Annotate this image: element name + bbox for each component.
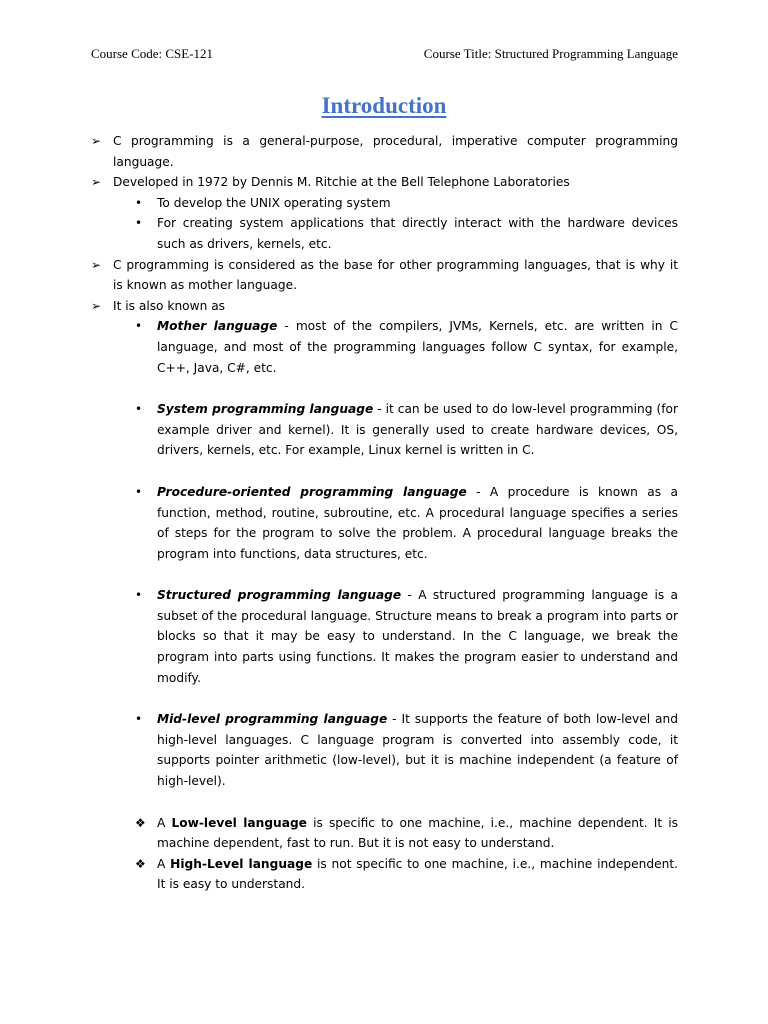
- list-item: • To develop the UNIX operating system: [91, 193, 678, 214]
- term: System programming language: [157, 402, 374, 417]
- term: Structured programming language: [157, 588, 402, 603]
- term: High-Level language: [170, 856, 313, 871]
- list-item: • For creating system applications that directly interact with the hardware devices such as drivers, kernels, etc.: [91, 213, 678, 254]
- known-as-item: • Structured programming language - A structured programming language is a subset of the procedural language. Structure means to break a program into parts or blocks so that it may be easy to understand. In the C language, we break the program into parts using functions. It makes the program easier to understand and modify.: [91, 585, 678, 688]
- list-item: ➢ C programming is a general-purpose, procedural, imperative computer programming language.: [91, 131, 678, 172]
- term: Low-level language: [171, 815, 307, 830]
- term: Mid-level programming language: [157, 712, 388, 727]
- known-as-item: • Mother language - most of the compilers, JVMs, Kernels, etc. are written in C language, and most of the programming languages follow C syntax, for example, C++, Java, C#, etc.: [91, 316, 678, 378]
- term: Mother language: [157, 319, 278, 334]
- course-code: Course Code: CSE-121: [91, 46, 214, 61]
- diamond-bullet-icon: ❖: [135, 815, 146, 830]
- list-item: ➢ It is also known as: [91, 296, 678, 317]
- arrow-bullet-icon: ➢: [91, 298, 102, 313]
- dot-bullet-icon: •: [135, 195, 143, 210]
- known-as-item: • Procedure-oriented programming language - A procedure is known as a function, method, routine, subroutine, etc. A procedural language specifies a series of steps for the program to solve the problem. A procedural language breaks the program into functions, data structures, etc.: [91, 482, 678, 564]
- note-item: ❖ A High-Level language is not specific to one machine, i.e., machine independent. It is easy to understand.: [91, 854, 678, 895]
- dot-bullet-icon: •: [135, 216, 143, 231]
- page-header: [91, 45, 678, 63]
- diamond-bullet-icon: ❖: [135, 856, 146, 871]
- list-item: ➢ C programming is considered as the base for other programming languages, that is why it is known as mother language.: [91, 255, 678, 296]
- arrow-bullet-icon: ➢: [91, 134, 102, 148]
- list-item: ➢ Developed in 1972 by Dennis M. Ritchie at the Bell Telephone Laboratories: [91, 172, 678, 193]
- dot-bullet-icon: •: [135, 588, 143, 603]
- note-item: ❖ A Low-level language is specific to one machine, i.e., machine dependent. It is machine dependent, fast to run. But it is not easy to understand.: [91, 813, 678, 854]
- dot-bullet-icon: •: [135, 319, 143, 334]
- known-as-item: • Mid-level programming language - It supports the feature of both low-level and high-level languages. C language program is converted into assembly code, it supports pointer arithmetic (low-level), but it is machine independent (a feature of high-level).: [91, 709, 678, 791]
- dot-bullet-icon: •: [135, 712, 143, 727]
- dot-bullet-icon: •: [135, 484, 143, 499]
- document-body: [91, 131, 678, 895]
- term: Procedure-oriented programming language: [157, 484, 467, 499]
- course-title: Course Title: Structured Programming Language: [423, 46, 678, 61]
- arrow-bullet-icon: ➢: [91, 257, 102, 272]
- page-title: Introduction: [321, 93, 447, 118]
- dot-bullet-icon: •: [135, 402, 143, 417]
- known-as-item: • System programming language - it can be used to do low-level programming (for example driver and kernel). It is generally used to create hardware devices, OS, drivers, kernels, etc. For example, Linux kernel is written in C.: [91, 399, 678, 461]
- arrow-bullet-icon: ➢: [91, 175, 102, 190]
